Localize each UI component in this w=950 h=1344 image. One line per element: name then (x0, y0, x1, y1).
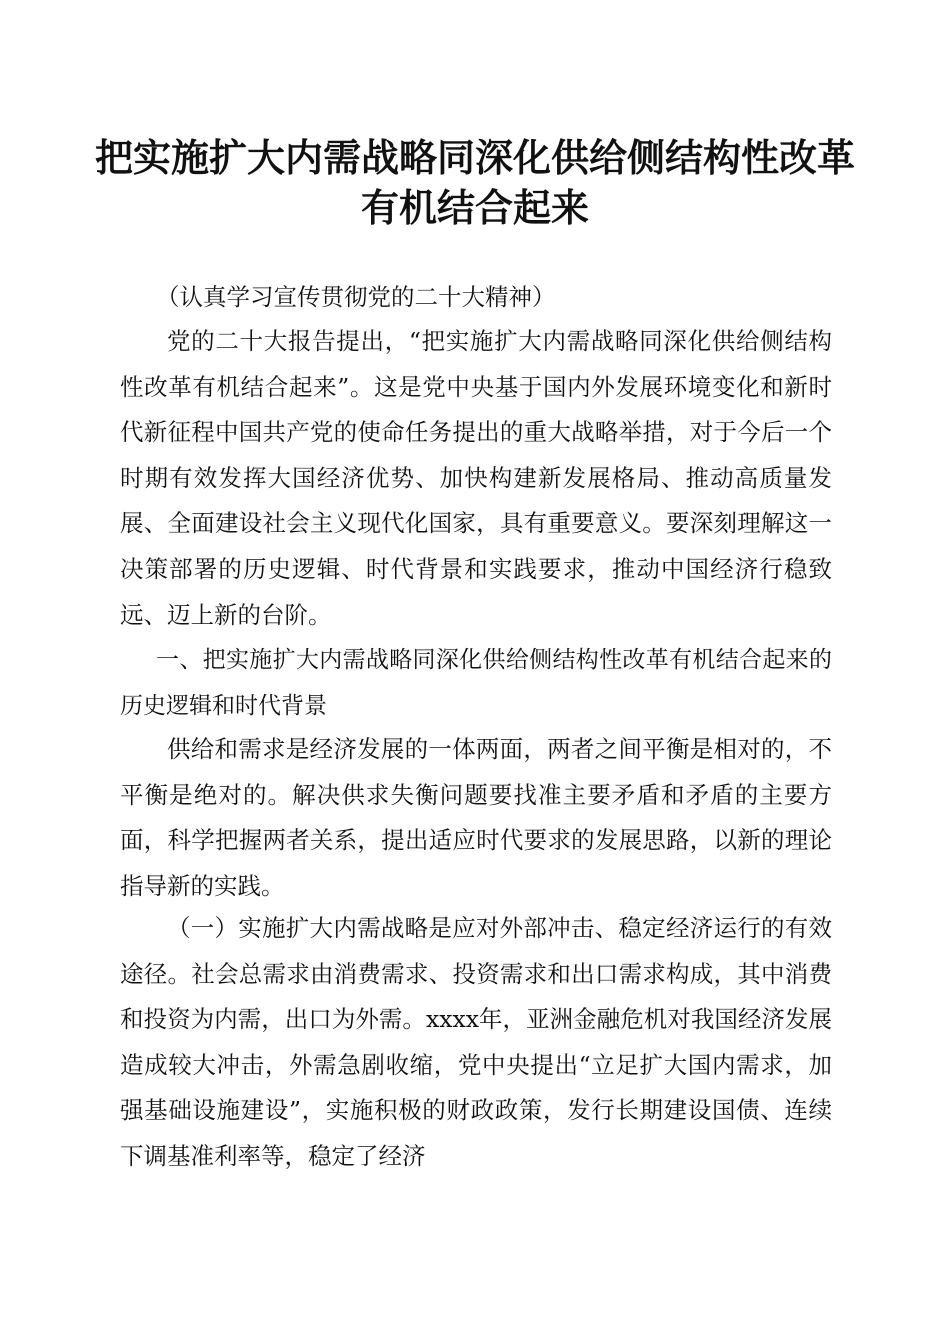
document-subtitle: （认真学习宣传贯彻党的二十大精神） (156, 283, 556, 311)
paragraph-3-body: 社会总需求由消费需求、投资需求和出口需求构成，其中消费和投资为内需，出口为外需。xxxx年，亚洲金融危机对我国经济发展造成较大冲击，外需急剧收缩，党中央提出“立足扩大国内需求，加强基础设施建设”，实施积极的财政政策，发行长期建设国债、连续下调基准利率等，稳定了经济 (120, 959, 833, 1170)
paragraph-1: 党的二十大报告提出，“把实施扩大内需战略同深化供给侧结构性改革有机结合起来”。这是党中央基于国内外发展环境变化和新时代新征程中国共产党的使命任务提出的重大战略举措，对于今后一个时期有效发挥大国经济优势、加快构建新发展格局、推动高质量发展、全面建设社会主义现代化国家，具有重要意义。要深刻理解这一决策部署的历史逻辑、时代背景和实践要求，推动中国经济行稳致远、迈上新的台阶。 (120, 327, 832, 629)
section-heading-1: 一、把实施扩大内需战略同深化供给侧结构性改革有机结合起来的历史逻辑和时代背景 (120, 647, 832, 719)
paragraph-2: 供给和需求是经济发展的一体两面，两者之间平衡是相对的，不平衡是绝对的。解决供求失衡问题要找准主要矛盾和矛盾的主要方面，科学把握两者关系，提出适应时代要求的发展思路，以新的理论指导新的实践。 (120, 735, 832, 900)
document-title-line2: 有机结合起来 (360, 185, 589, 230)
document-title-line1: 把实施扩大内需战略同深化供给侧结构性改革 (94, 135, 855, 180)
paragraph-3 (120, 906, 832, 1180)
paragraph-3-subheading: （一）实施扩大内需战略是应对外部冲击、稳定经济运行的有效途径。 (120, 914, 832, 988)
